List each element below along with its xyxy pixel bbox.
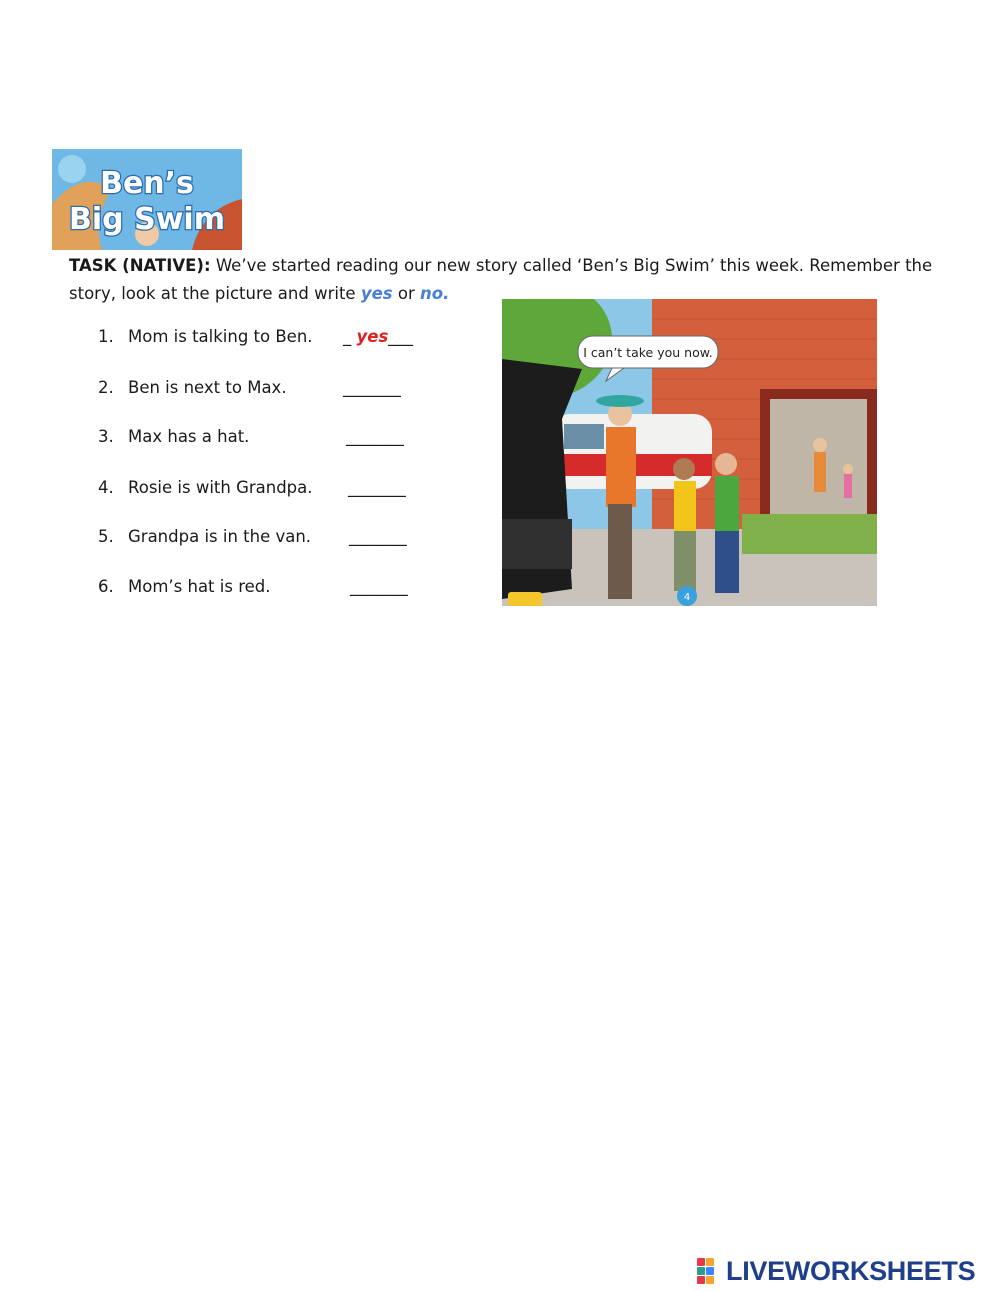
brand-name: LIVEWORKSHEETS bbox=[726, 1255, 976, 1286]
question-number: 1. bbox=[98, 327, 114, 346]
task-option-no: no. bbox=[420, 284, 450, 303]
answer-field-6[interactable]: _______ bbox=[350, 577, 408, 596]
answer-value: yes bbox=[356, 327, 389, 346]
question-number: 3. bbox=[98, 427, 114, 446]
answer-field-2[interactable]: _______ bbox=[343, 378, 401, 397]
page-number-badge: 4 bbox=[683, 592, 691, 603]
question-number: 6. bbox=[98, 577, 114, 596]
question-text: Mom is talking to Ben. bbox=[128, 327, 313, 346]
task-label: TASK (NATIVE): bbox=[69, 256, 211, 275]
question-1 bbox=[98, 325, 313, 349]
answer-field-4[interactable]: _______ bbox=[348, 478, 406, 497]
question-6 bbox=[98, 575, 271, 599]
task-connector: or bbox=[397, 284, 415, 303]
question-3 bbox=[98, 425, 249, 449]
answer-field-1[interactable]: _ yes___ bbox=[343, 327, 414, 346]
question-number: 4. bbox=[98, 478, 114, 497]
question-number: 2. bbox=[98, 378, 114, 397]
story-logo-image bbox=[52, 149, 242, 250]
speech-bubble-text: I can’t take you now. bbox=[583, 345, 713, 360]
story-picture bbox=[502, 299, 877, 606]
brand-blocks-icon bbox=[697, 1258, 723, 1284]
question-text: Rosie is with Grandpa. bbox=[128, 478, 313, 497]
question-text: Ben is next to Max. bbox=[128, 378, 287, 397]
task-option-yes: yes bbox=[360, 284, 393, 303]
answer-field-3[interactable]: _______ bbox=[346, 427, 404, 446]
task-text: We’ve started reading our new story called ‘Ben’s Big Swim’ this week. Remember the story, look at the picture and write bbox=[69, 256, 933, 303]
question-text: Grandpa is in the van. bbox=[128, 527, 312, 546]
answer-field-5[interactable]: _______ bbox=[349, 527, 407, 546]
question-5 bbox=[98, 525, 311, 549]
question-2 bbox=[98, 376, 287, 400]
question-text: Max has a hat. bbox=[128, 427, 250, 446]
logo-title-line2: Big Swim bbox=[69, 202, 225, 237]
question-4 bbox=[98, 476, 313, 500]
question-number: 5. bbox=[98, 527, 114, 546]
question-text: Mom’s hat is red. bbox=[128, 577, 271, 596]
liveworksheets-brand bbox=[697, 1257, 975, 1285]
logo-title-line1: Ben’s bbox=[100, 166, 194, 201]
